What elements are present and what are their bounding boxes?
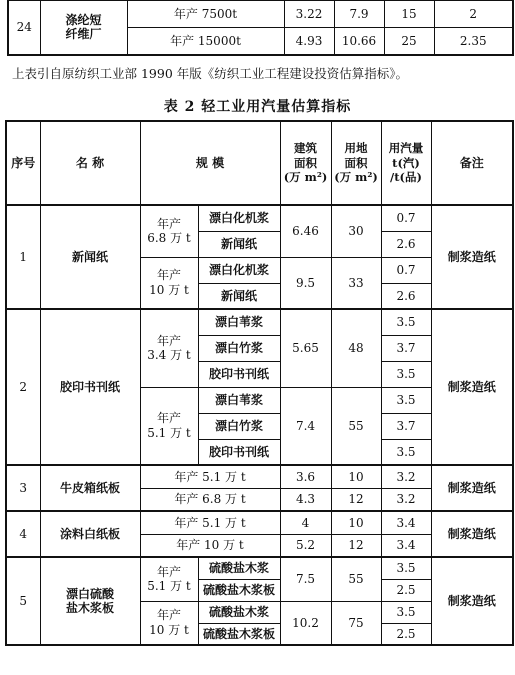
header-land-area: 用地 面积 (万 m²)	[331, 121, 381, 205]
steam-cell: 3.4	[381, 511, 431, 534]
scale-cell: 年产 5.1 万 t	[140, 465, 280, 488]
land-cell: 7.9	[334, 1, 384, 28]
scale-cell: 年产 5.1 万 t	[140, 557, 198, 601]
land-cell: 33	[331, 257, 381, 309]
scale-cell: 年产 10 万 t	[140, 601, 198, 645]
header-name: 名 称	[40, 121, 140, 205]
remark-cell: 制浆造纸	[431, 557, 513, 645]
group-number: 4	[6, 511, 40, 557]
steam-cell: 3.5	[381, 387, 431, 413]
group-number: 1	[6, 205, 40, 309]
area-cell: 10.2	[280, 601, 331, 645]
steam-cell: 2.6	[381, 231, 431, 257]
steam-cell: 3.5	[381, 601, 431, 623]
steam-cell: 2.5	[381, 623, 431, 645]
product-cell: 硫酸盐木浆	[198, 601, 280, 623]
area-cell: 6.46	[280, 205, 331, 257]
scale-cell: 年产 5.1 万 t	[140, 511, 280, 534]
scale-cell: 年产 5.1 万 t	[140, 387, 198, 465]
row-number: 24	[8, 1, 40, 55]
product-cell: 硫酸盐木浆板	[198, 623, 280, 645]
source-note: 上表引自原纺织工业部 1990 年版《纺织工业工程建设投资估算指标》。	[12, 66, 409, 81]
remark-cell: 制浆造纸	[431, 309, 513, 465]
area-cell: 4.93	[284, 28, 334, 55]
scale-cell: 年产 7500t	[127, 1, 284, 28]
remark-cell: 制浆造纸	[431, 465, 513, 511]
land-cell: 55	[331, 557, 381, 601]
steam-cell: 25	[384, 28, 434, 55]
product-cell: 新闻纸	[198, 231, 280, 257]
land-cell: 10	[331, 511, 381, 534]
top-table	[7, 0, 514, 56]
product-cell: 漂白化机浆	[198, 205, 280, 231]
product-cell: 胶印书刊纸	[198, 361, 280, 387]
scale-cell: 年产 10 万 t	[140, 257, 198, 309]
steam-cell: 0.7	[381, 257, 431, 283]
land-cell: 48	[331, 309, 381, 387]
header-remark: 备注	[431, 121, 513, 205]
area-cell: 3.6	[280, 465, 331, 488]
steam-cell: 3.4	[381, 534, 431, 557]
scale-cell: 年产 10 万 t	[140, 534, 280, 557]
header-scale: 规 模	[140, 121, 280, 205]
product-cell: 胶印书刊纸	[198, 439, 280, 465]
land-cell: 12	[331, 534, 381, 557]
scale-cell: 年产 6.8 万 t	[140, 488, 280, 511]
land-cell: 10.66	[334, 28, 384, 55]
land-cell: 30	[331, 205, 381, 257]
last-cell: 2	[434, 1, 513, 28]
area-cell: 7.4	[280, 387, 331, 465]
land-cell: 55	[331, 387, 381, 465]
steam-cell: 2.6	[381, 283, 431, 309]
scale-cell: 年产 3.4 万 t	[140, 309, 198, 387]
group-name: 牛皮箱纸板	[40, 465, 140, 511]
steam-cell: 15	[384, 1, 434, 28]
group-name: 胶印书刊纸	[40, 309, 140, 465]
header-steam: 用汽量 t(汽) /t(品)	[381, 121, 431, 205]
factory-name: 涤纶短 纤维厂	[40, 1, 127, 55]
steam-cell: 3.5	[381, 557, 431, 579]
steam-cell: 3.5	[381, 361, 431, 387]
product-cell: 漂白化机浆	[198, 257, 280, 283]
product-cell: 硫酸盐木浆板	[198, 579, 280, 601]
last-cell: 2.35	[434, 28, 513, 55]
steam-cell: 3.2	[381, 465, 431, 488]
remark-cell: 制浆造纸	[431, 511, 513, 557]
product-cell: 硫酸盐木浆	[198, 557, 280, 579]
product-cell: 新闻纸	[198, 283, 280, 309]
remark-cell: 制浆造纸	[431, 205, 513, 309]
scale-cell: 年产 15000t	[127, 28, 284, 55]
group-name: 新闻纸	[40, 205, 140, 309]
steam-cell: 3.7	[381, 413, 431, 439]
area-cell: 9.5	[280, 257, 331, 309]
group-number: 5	[6, 557, 40, 645]
area-cell: 5.2	[280, 534, 331, 557]
group-number: 3	[6, 465, 40, 511]
scale-cell: 年产 6.8 万 t	[140, 205, 198, 257]
product-cell: 漂白苇浆	[198, 387, 280, 413]
land-cell: 75	[331, 601, 381, 645]
group-number: 2	[6, 309, 40, 465]
land-cell: 10	[331, 465, 381, 488]
table-title: 表 2 轻工业用汽量估算指标	[163, 99, 352, 115]
steam-cell: 3.2	[381, 488, 431, 511]
steam-table	[5, 120, 514, 646]
group-name: 漂白硫酸 盐木浆板	[40, 557, 140, 645]
steam-cell: 2.5	[381, 579, 431, 601]
product-cell: 漂白竹浆	[198, 413, 280, 439]
steam-cell: 3.5	[381, 439, 431, 465]
steam-cell: 3.7	[381, 335, 431, 361]
steam-cell: 3.5	[381, 309, 431, 335]
steam-cell: 0.7	[381, 205, 431, 231]
land-cell: 12	[331, 488, 381, 511]
header-no: 序号	[6, 121, 40, 205]
header-building-area: 建筑 面积 (万 m²)	[280, 121, 331, 205]
product-cell: 漂白苇浆	[198, 309, 280, 335]
product-cell: 漂白竹浆	[198, 335, 280, 361]
area-cell: 7.5	[280, 557, 331, 601]
area-cell: 5.65	[280, 309, 331, 387]
group-name: 涂料白纸板	[40, 511, 140, 557]
area-cell: 4	[280, 511, 331, 534]
area-cell: 3.22	[284, 1, 334, 28]
area-cell: 4.3	[280, 488, 331, 511]
